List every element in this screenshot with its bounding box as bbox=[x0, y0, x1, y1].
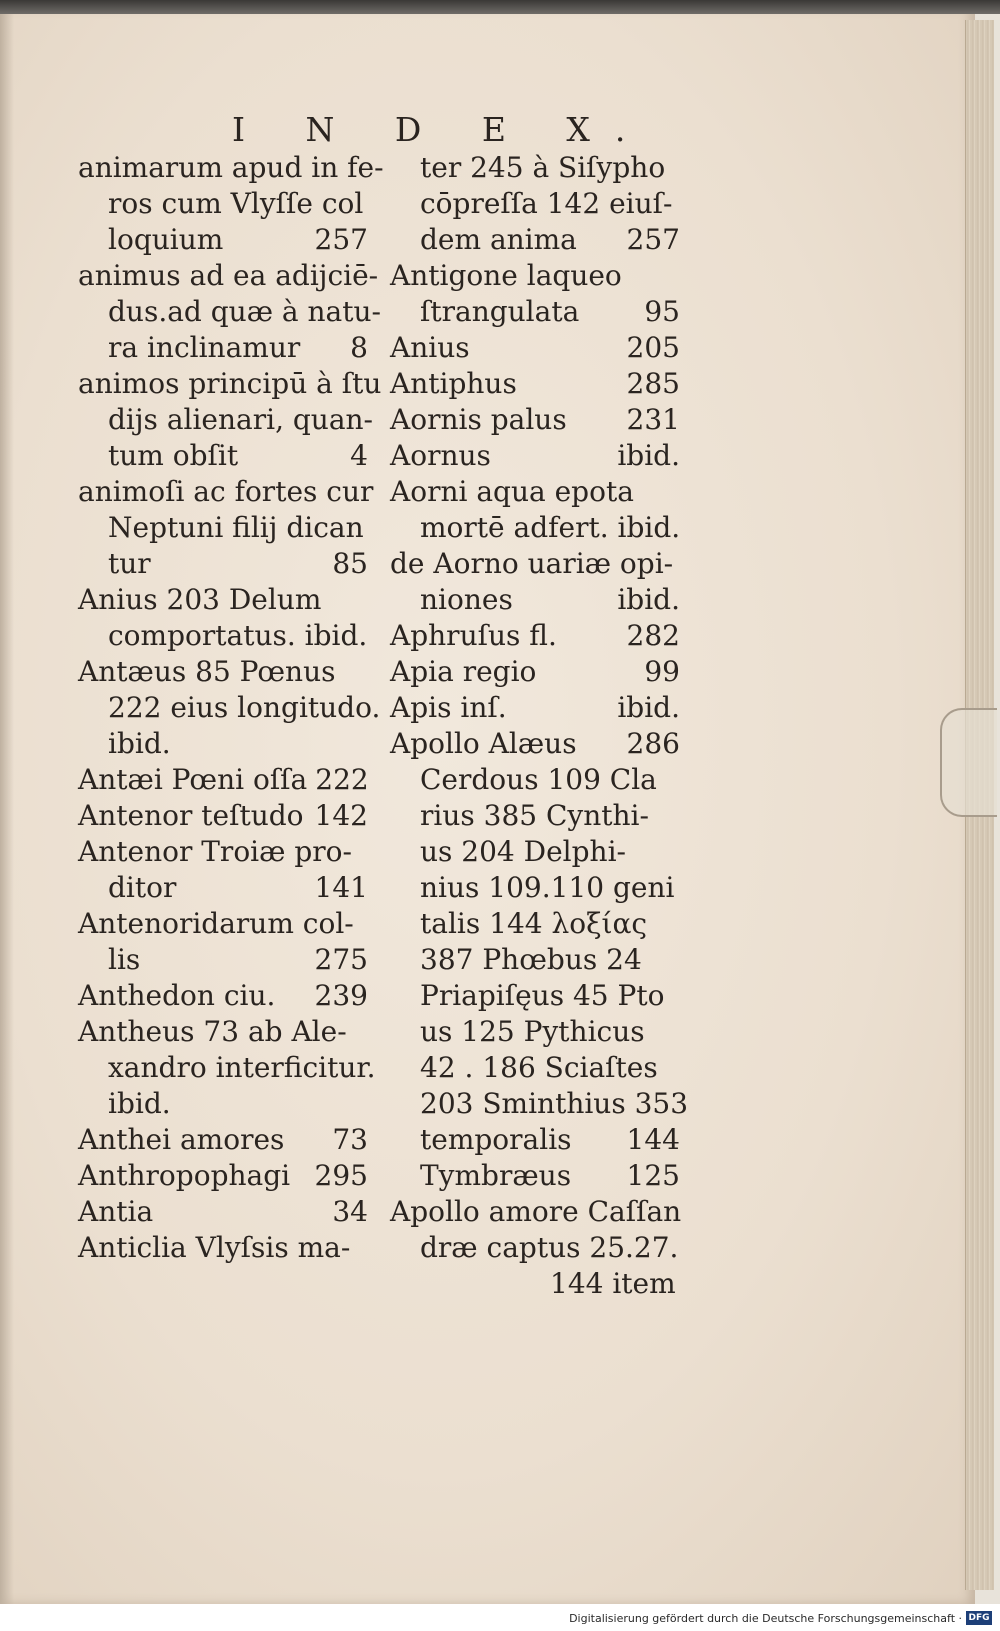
index-entry-page: 4 bbox=[350, 439, 368, 472]
index-entry-text: animarum apud in fe- bbox=[78, 151, 384, 184]
index-column-left bbox=[78, 150, 384, 1266]
index-entry-text: 203 Sminthius 353 bbox=[420, 1087, 689, 1120]
index-column-right bbox=[390, 150, 689, 1302]
index-entry-text: temporalis bbox=[420, 1123, 572, 1156]
index-entry-page: 286 bbox=[626, 727, 680, 760]
index-entry-text: ſtrangulata bbox=[420, 295, 580, 328]
index-entry-text: comportatus. ibid. bbox=[108, 619, 368, 652]
index-entry-text: animus ad ea adijciē- bbox=[78, 259, 379, 292]
index-entry bbox=[78, 222, 368, 258]
index-entry bbox=[78, 438, 368, 474]
index-entry-text: mortē adfert. ibid. bbox=[420, 511, 681, 544]
index-entry-text: Antia bbox=[78, 1195, 154, 1228]
index-entry bbox=[390, 438, 680, 474]
index-entry-page: 257 bbox=[626, 223, 680, 256]
index-entry bbox=[390, 510, 680, 546]
index-entry bbox=[390, 618, 680, 654]
index-entry-page: 275 bbox=[314, 943, 368, 976]
index-entry-text: Anthei amores bbox=[78, 1123, 285, 1156]
index-entry bbox=[390, 1230, 680, 1266]
index-entry bbox=[78, 834, 368, 870]
index-entry-text: ditor bbox=[108, 871, 177, 904]
index-entry-text: Anius bbox=[390, 331, 470, 364]
index-entry bbox=[390, 366, 680, 402]
index-entry bbox=[78, 1230, 368, 1266]
index-entry bbox=[78, 1122, 368, 1158]
index-entry bbox=[390, 1050, 680, 1086]
index-entry bbox=[78, 942, 368, 978]
index-entry bbox=[78, 186, 368, 222]
index-entry-text: Neptuni filij dican bbox=[108, 511, 364, 544]
index-entry-text: Antheus 73 ab Ale- bbox=[78, 1015, 347, 1048]
index-entry-page: 34 bbox=[332, 1195, 368, 1228]
index-entry bbox=[390, 942, 680, 978]
index-entry bbox=[78, 726, 368, 762]
index-entry-page: 257 bbox=[314, 223, 368, 256]
index-entry-text: Apis inſ. bbox=[390, 691, 507, 724]
index-entry-page: 142 bbox=[314, 799, 368, 832]
index-entry bbox=[390, 690, 680, 726]
index-entry bbox=[390, 294, 680, 330]
index-entry-page: ibid. bbox=[617, 583, 680, 616]
index-entry bbox=[390, 834, 680, 870]
index-entry bbox=[78, 294, 381, 330]
index-entry-page: 95 bbox=[644, 295, 680, 328]
index-entry-page: 295 bbox=[314, 1159, 368, 1192]
index-entry bbox=[78, 1050, 376, 1086]
index-entry-text: ter 245 à Siſypho bbox=[420, 151, 666, 184]
dfg-logo: DFG bbox=[966, 1611, 992, 1625]
index-entry bbox=[78, 978, 368, 1014]
index-entry bbox=[78, 1158, 368, 1194]
scan-top-edge bbox=[0, 0, 1000, 14]
index-entry-text: Apollo amore Caſſan bbox=[390, 1195, 682, 1228]
index-entry bbox=[78, 870, 368, 906]
index-entry-text: Anticlia Vlyſsis ma- bbox=[78, 1231, 351, 1264]
index-entry-page: 205 bbox=[626, 331, 680, 364]
index-entry bbox=[390, 1266, 680, 1302]
index-entry-text: Cerdous 109 Cla bbox=[420, 763, 657, 796]
index-entry bbox=[390, 726, 680, 762]
index-entry-text: ra inclinamur bbox=[108, 331, 301, 364]
index-entry-text: 42 . 186 Sciaſtes bbox=[420, 1051, 658, 1084]
index-entry-text: de Aorno uariæ opi- bbox=[390, 547, 674, 580]
index-entry-page: 231 bbox=[626, 403, 680, 436]
index-entry-page: 282 bbox=[626, 619, 680, 652]
index-entry-text: 387 Phœbus 24 bbox=[420, 943, 642, 976]
index-entry-text: tur bbox=[108, 547, 151, 580]
index-entry-text: Antenoridarum col- bbox=[78, 907, 354, 940]
index-entry-text: tum obſit bbox=[108, 439, 239, 472]
index-entry bbox=[390, 258, 680, 294]
index-entry-text: 144 item bbox=[550, 1267, 676, 1300]
index-entry bbox=[78, 150, 384, 186]
index-entry-text: talis 144 λοξίας bbox=[420, 907, 648, 940]
index-entry-text: us 204 Delphi- bbox=[420, 835, 626, 868]
index-entry bbox=[78, 546, 368, 582]
index-entry bbox=[390, 582, 680, 618]
index-entry bbox=[390, 150, 680, 186]
index-entry-text: Anthropophagi bbox=[78, 1159, 291, 1192]
index-entry bbox=[390, 222, 680, 258]
index-entry-text: Antigone laqueo bbox=[390, 259, 622, 292]
index-entry-text: 222 eius longitudo. bbox=[108, 691, 381, 724]
index-entry bbox=[78, 474, 374, 510]
index-entry-text: Antiphus bbox=[390, 367, 517, 400]
index-entry bbox=[78, 618, 368, 654]
gutter-shadow bbox=[0, 8, 14, 1604]
index-entry-text: Antæus 85 Pœnus bbox=[78, 655, 336, 688]
index-entry bbox=[78, 690, 381, 726]
index-entry bbox=[78, 1014, 368, 1050]
index-entry-text: lis bbox=[108, 943, 141, 976]
index-entry-text: Aphruſus fl. bbox=[390, 619, 557, 652]
index-entry bbox=[78, 402, 374, 438]
index-entry-text: Anthedon ciu. bbox=[78, 979, 276, 1012]
index-entry-text: ros cum Vlyſſe col bbox=[108, 187, 364, 220]
index-entry-page: ibid. bbox=[617, 691, 680, 724]
bookmark-tab bbox=[940, 708, 997, 817]
index-entry-text: Anius 203 Delum bbox=[78, 583, 322, 616]
index-entry bbox=[390, 474, 680, 510]
index-entry-text: Aorni aqua epota bbox=[390, 475, 634, 508]
index-entry-text: us 125 Pythicus bbox=[420, 1015, 645, 1048]
index-entry bbox=[78, 510, 368, 546]
index-entry bbox=[390, 1086, 689, 1122]
index-entry-page: 141 bbox=[314, 871, 368, 904]
index-entry bbox=[390, 1122, 680, 1158]
index-entry-page: 99 bbox=[644, 655, 680, 688]
index-entry-page: ibid. bbox=[617, 439, 680, 472]
index-entry bbox=[78, 330, 368, 366]
index-entry-text: dus.ad quæ à natu- bbox=[108, 295, 381, 328]
index-entry-text: Antæi Pœni oſſa bbox=[78, 763, 308, 796]
index-entry-text: animoſi ac fortes cur bbox=[78, 475, 374, 508]
funding-notice: Digitalisierung gefördert durch die Deutsche Forschungsgemeinschaft · bbox=[569, 1612, 962, 1625]
index-entry bbox=[78, 1194, 368, 1230]
index-entry-text: animos principū à ſtu bbox=[78, 367, 382, 400]
index-entry-text: Aornus bbox=[390, 439, 491, 472]
index-entry bbox=[390, 1014, 680, 1050]
index-entry-text: dræ captus 25.27. bbox=[420, 1231, 679, 1264]
index-entry bbox=[390, 402, 680, 438]
index-entry-page: 222 bbox=[315, 763, 369, 796]
index-entry-text: dijs alienari, quan- bbox=[108, 403, 374, 436]
index-entry-text: rius 385 Cynthi- bbox=[420, 799, 649, 832]
index-entry-page: 125 bbox=[626, 1159, 680, 1192]
page-header: I N D E X. bbox=[232, 110, 651, 149]
index-entry-text: ibid. bbox=[108, 1087, 171, 1120]
index-entry-text: Apollo Alæus bbox=[390, 727, 577, 760]
index-entry-page: 285 bbox=[626, 367, 680, 400]
index-entry bbox=[78, 762, 368, 798]
index-entry-text: nius 109.110 geni bbox=[420, 871, 675, 904]
index-entry-text: xandro interficitur. bbox=[108, 1051, 376, 1084]
index-entry bbox=[78, 366, 382, 402]
index-entry-page: 8 bbox=[350, 331, 368, 364]
index-entry bbox=[78, 258, 379, 294]
index-entry bbox=[390, 654, 680, 690]
index-entry bbox=[78, 798, 368, 834]
index-entry bbox=[390, 330, 680, 366]
index-entry bbox=[78, 1086, 368, 1122]
index-entry-page: 73 bbox=[332, 1123, 368, 1156]
index-entry-text: ibid. bbox=[108, 727, 171, 760]
index-entry bbox=[390, 546, 680, 582]
index-entry-text: niones bbox=[420, 583, 513, 616]
index-entry-text: Apia regio bbox=[390, 655, 537, 688]
index-entry-text: dem anima bbox=[420, 223, 577, 256]
index-entry bbox=[390, 1158, 680, 1194]
index-entry-text: Aornis palus bbox=[390, 403, 567, 436]
index-entry-text: cōpreſſa 142 eiuſ- bbox=[420, 187, 673, 220]
index-entry-text: loquium bbox=[108, 223, 224, 256]
index-entry bbox=[390, 870, 680, 906]
index-entry bbox=[390, 186, 680, 222]
index-entry-page: 239 bbox=[314, 979, 368, 1012]
index-entry bbox=[390, 906, 680, 942]
index-entry-text: Antenor teſtudo bbox=[78, 799, 304, 832]
index-entry-page: 144 bbox=[626, 1123, 680, 1156]
index-entry bbox=[78, 906, 368, 942]
index-entry-text: Priapiſęus 45 Pto bbox=[420, 979, 665, 1012]
index-entry-page: 85 bbox=[332, 547, 368, 580]
index-entry-text: Tymbræus bbox=[420, 1159, 572, 1192]
index-entry bbox=[390, 978, 680, 1014]
index-entry bbox=[390, 1194, 680, 1230]
index-entry bbox=[390, 798, 680, 834]
index-entry bbox=[78, 582, 368, 618]
index-entry-text: Antenor Troiæ pro- bbox=[78, 835, 352, 868]
index-entry bbox=[390, 762, 680, 798]
index-entry bbox=[78, 654, 368, 690]
